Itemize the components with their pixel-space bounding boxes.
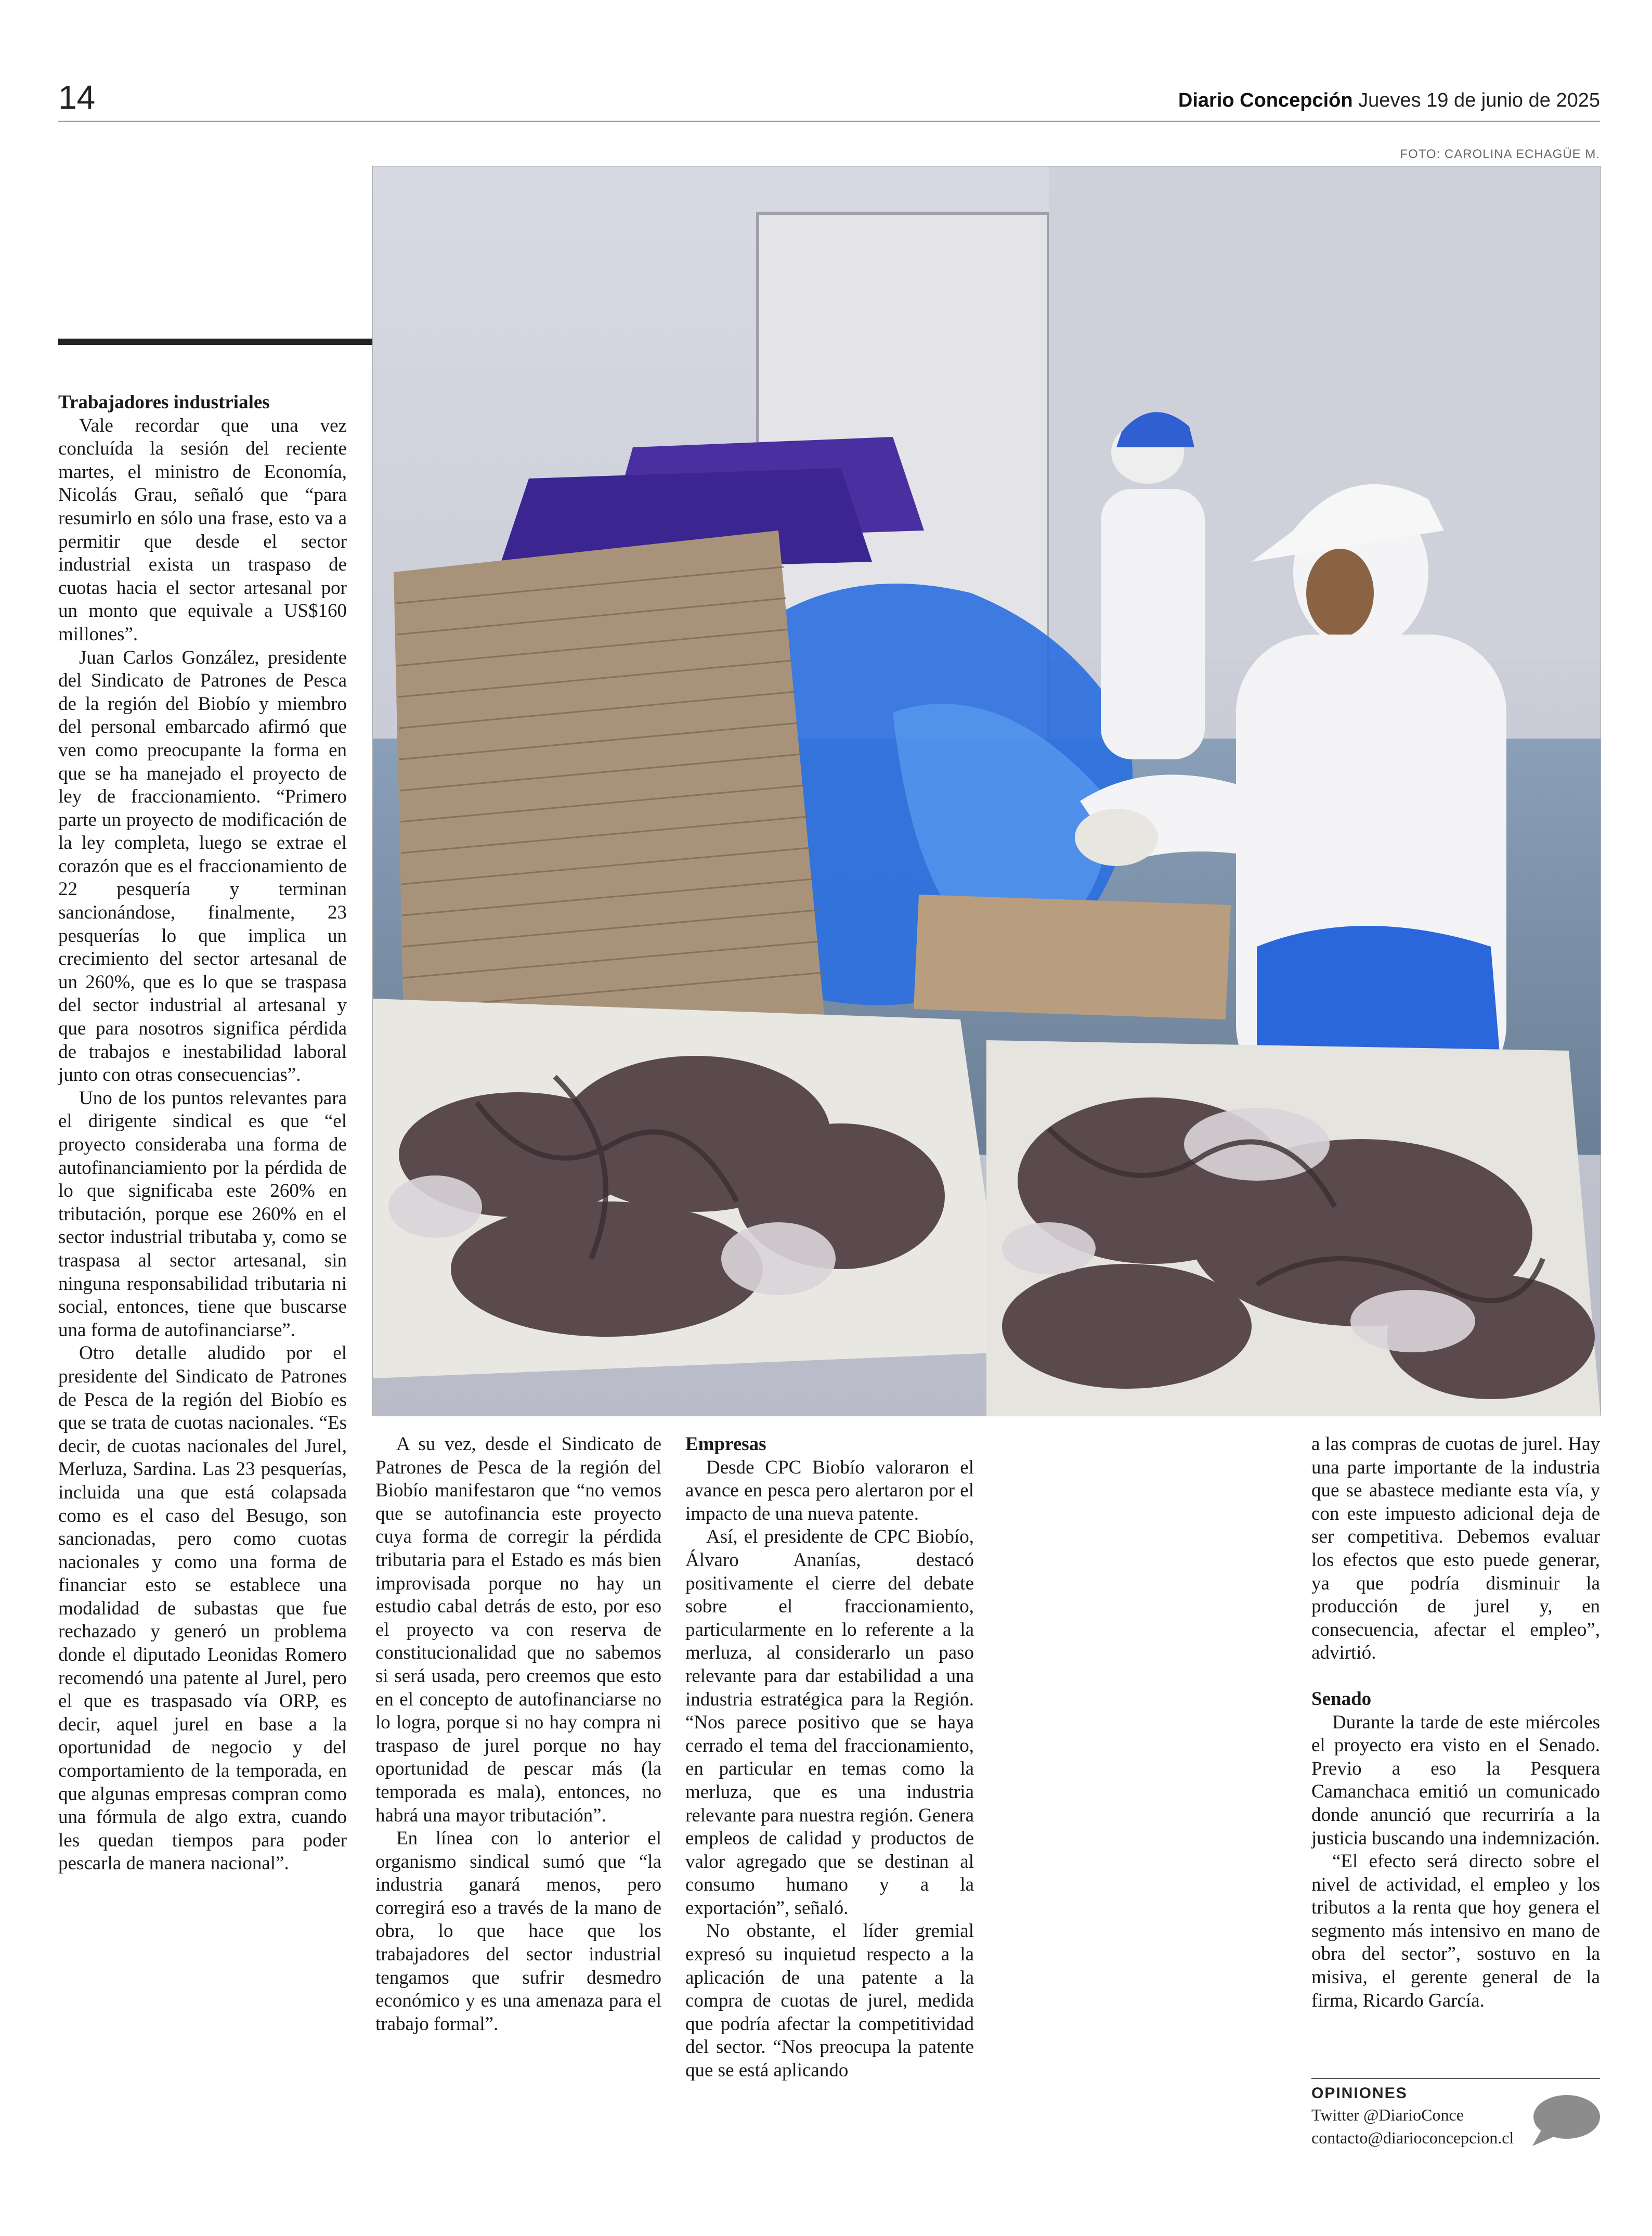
issue-date: Jueves 19 de junio de 2025 [1358,89,1600,111]
newspaper-name: Diario Concepción [1178,89,1353,111]
paragraph: Durante la tarde de este miércoles el proyecto era visto en el Senado. Previo a eso la Pesquera Camanchaca emitió un comunicado donde anunció que recurriría a la justicia buscando una indemnización. [1311,1711,1600,1849]
speech-bubble-icon [1526,2092,1602,2149]
masthead [1178,89,1600,112]
photo-credit: FOTO: CAROLINA ECHAGÜE M. [1400,147,1600,161]
subheading-empresas: Empresas [685,1433,766,1455]
paragraph: Uno de los puntos relevantes para el dirigente sindical es que “el proyecto consideraba una forma de autofinanciamiento por la pérdida de lo que significaba este 260% en tributación, porque ese 260% en el sector industrial tributaba y, como se traspasa al sector artesanal, sin ninguna responsabilidad tributaria ni social, entonces, tiene que buscarse una forma de autofinanciarse”. [58,1087,347,1341]
article-column-1 [58,391,347,1876]
paragraph: En línea con lo anterior el organismo sindical sumó que “la industria ganará menos, pero corregirá eso a través de la mano de obra, lo que hace que los trabajadores del sector industrial tengamos que sufrir desmedro económico y es una amenaza para el trabajo formal”. [375,1828,661,2035]
article-column-3 [685,1433,974,2083]
article-photo [372,166,1601,1416]
twitter-handle[interactable]: Twitter @DiarioConce [1311,2105,1464,2124]
paragraph: Otro detalle aludido por el presidente del Sindicato de Patrones de Pesca de la región del Biobío es que se trata de cuotas nacionales. “Es decir, de cuotas nacionales del Jurel, Merluza, Sardina. Las 23 pesquerías, incluida una que está colapsada como es el caso del Besugo, son sancionadas, pero como cuotas nacionales y como una forma de financiar esto se establece una modalidad de subastas que fue rechazado y generó un problema donde el diputado Leonidas Romero recomendó una patente al Jurel, pero el que es traspasado vía ORP, es decir, aquel jurel en base a la oportunidad de negocio y del comportamiento de la temporada, en que algunas empresas compran como una fórmula de algo extra, cuando les quedan tiempos para poder pescarla de manera nacional”. [58,1342,347,1875]
spacer [1311,1665,1600,1688]
paragraph: No obstante, el líder gremial expresó su inquietud respecto a la aplicación de una patente a la compra de cuotas de jurel, medida que podría afectar la competitividad del sector. “Nos preocupa la patente que se está aplicando [685,1920,974,2082]
paragraph: Así, el presidente de CPC Biobío, Álvaro Ananías, destacó positivamente el cierre del debate sobre el fraccionamiento, particularmente en lo referente a la merluza, al considerarlo un paso relevante para dar estabilidad a una industria estratégica para la Región. “Nos parece positivo que se haya cerrado el tema del fraccionamiento, en particular en temas como la merluza, que es una industria relevante para nuestra región. Genera empleos de calidad y productos de valor agregado que se destinan al consumo humano y a la exportación”, señaló. [685,1526,974,1919]
header-divider [58,121,1600,122]
paragraph: A su vez, desde el Sindicato de Patrones de Pesca de la región del Biobío manifestaron que “no vemos que se autofinancia este proyecto cuya forma de corregir la pérdida tributaria para el Estado es más bien improvisada porque no hay un estudio cabal detrás de esto, por eso el proyecto va con reserva de constitucionalidad que no sabemos si será usada, pero creemos que esto en el concepto de autofinanciarse no lo logra, porque si no hay compra ni traspaso de jurel porque no hay oportunidad de pescar más (la temporada es mala), entonces, no habrá una mayor tributación”. [375,1433,661,1826]
paragraph: Juan Carlos González, presidente del Sindicato de Patrones de Pesca de la región del Biobío y miembro del personal embarcado afirmó que ven como preocupante la forma en que se ha manejado el proyecto de ley de fraccionamiento. “Primero parte un proyecto de modificación de la ley completa, luego se extrae el corazón que es el fraccionamiento de 22 pesquería y terminan sancionándose, finalmente, 23 pesquerías lo que implica un crecimiento del sector artesanal de un 260%, que es lo que se traspasa del sector industrial al artesanal y que para nosotros significa pérdida de trabajos e inestabilidad laboral junto con otras consecuencias”. [58,647,347,1086]
article-column-4 [1311,1433,1600,2012]
paragraph: “El efecto será directo sobre el nivel de actividad, el empleo y los tributos a la renta que hoy genera el segmento más intensivo en mano de obra del sector”, sostuvo en la misiva, el gerente general de la firma, Ricardo García. [1311,1851,1600,2011]
page-number: 14 [58,79,96,116]
section-bar [58,339,373,345]
subheading-senado: Senado [1311,1688,1372,1710]
opinions-divider [1311,2078,1600,2079]
paragraph-continued: a las compras de cuotas de jurel. Hay una parte importante de la industria que se abastece mediante esta vía, y con este impuesto adicional deja de ser competitiva. Debemos evaluar los efectos que esto puede generar, ya que podría disminuir la producción de jurel y, en consecuencia, afectar el empleo”, advirtió. [1311,1433,1600,1664]
paragraph: Desde CPC Biobío valoraron el avance en pesca pero alertaron por el impacto de una nueva patente. [685,1456,974,1524]
article-column-2 [375,1433,661,2036]
contact-email[interactable]: contacto@diarioconcepcion.cl [1311,2128,1514,2147]
paragraph: Vale recordar que una vez concluída la sesión del reciente martes, el ministro de Economía, Nicolás Grau, señaló que “para resumirlo en sólo una frase, esto va a permitir que desde el sector industrial exista un traspaso de cuotas hacia el sector artesanal por un monto que equivale a US$160 millones”. [58,415,347,645]
subheading-trabajadores: Trabajadores industriales [58,392,270,413]
opinions-label: OPINIONES [1311,2085,1408,2102]
